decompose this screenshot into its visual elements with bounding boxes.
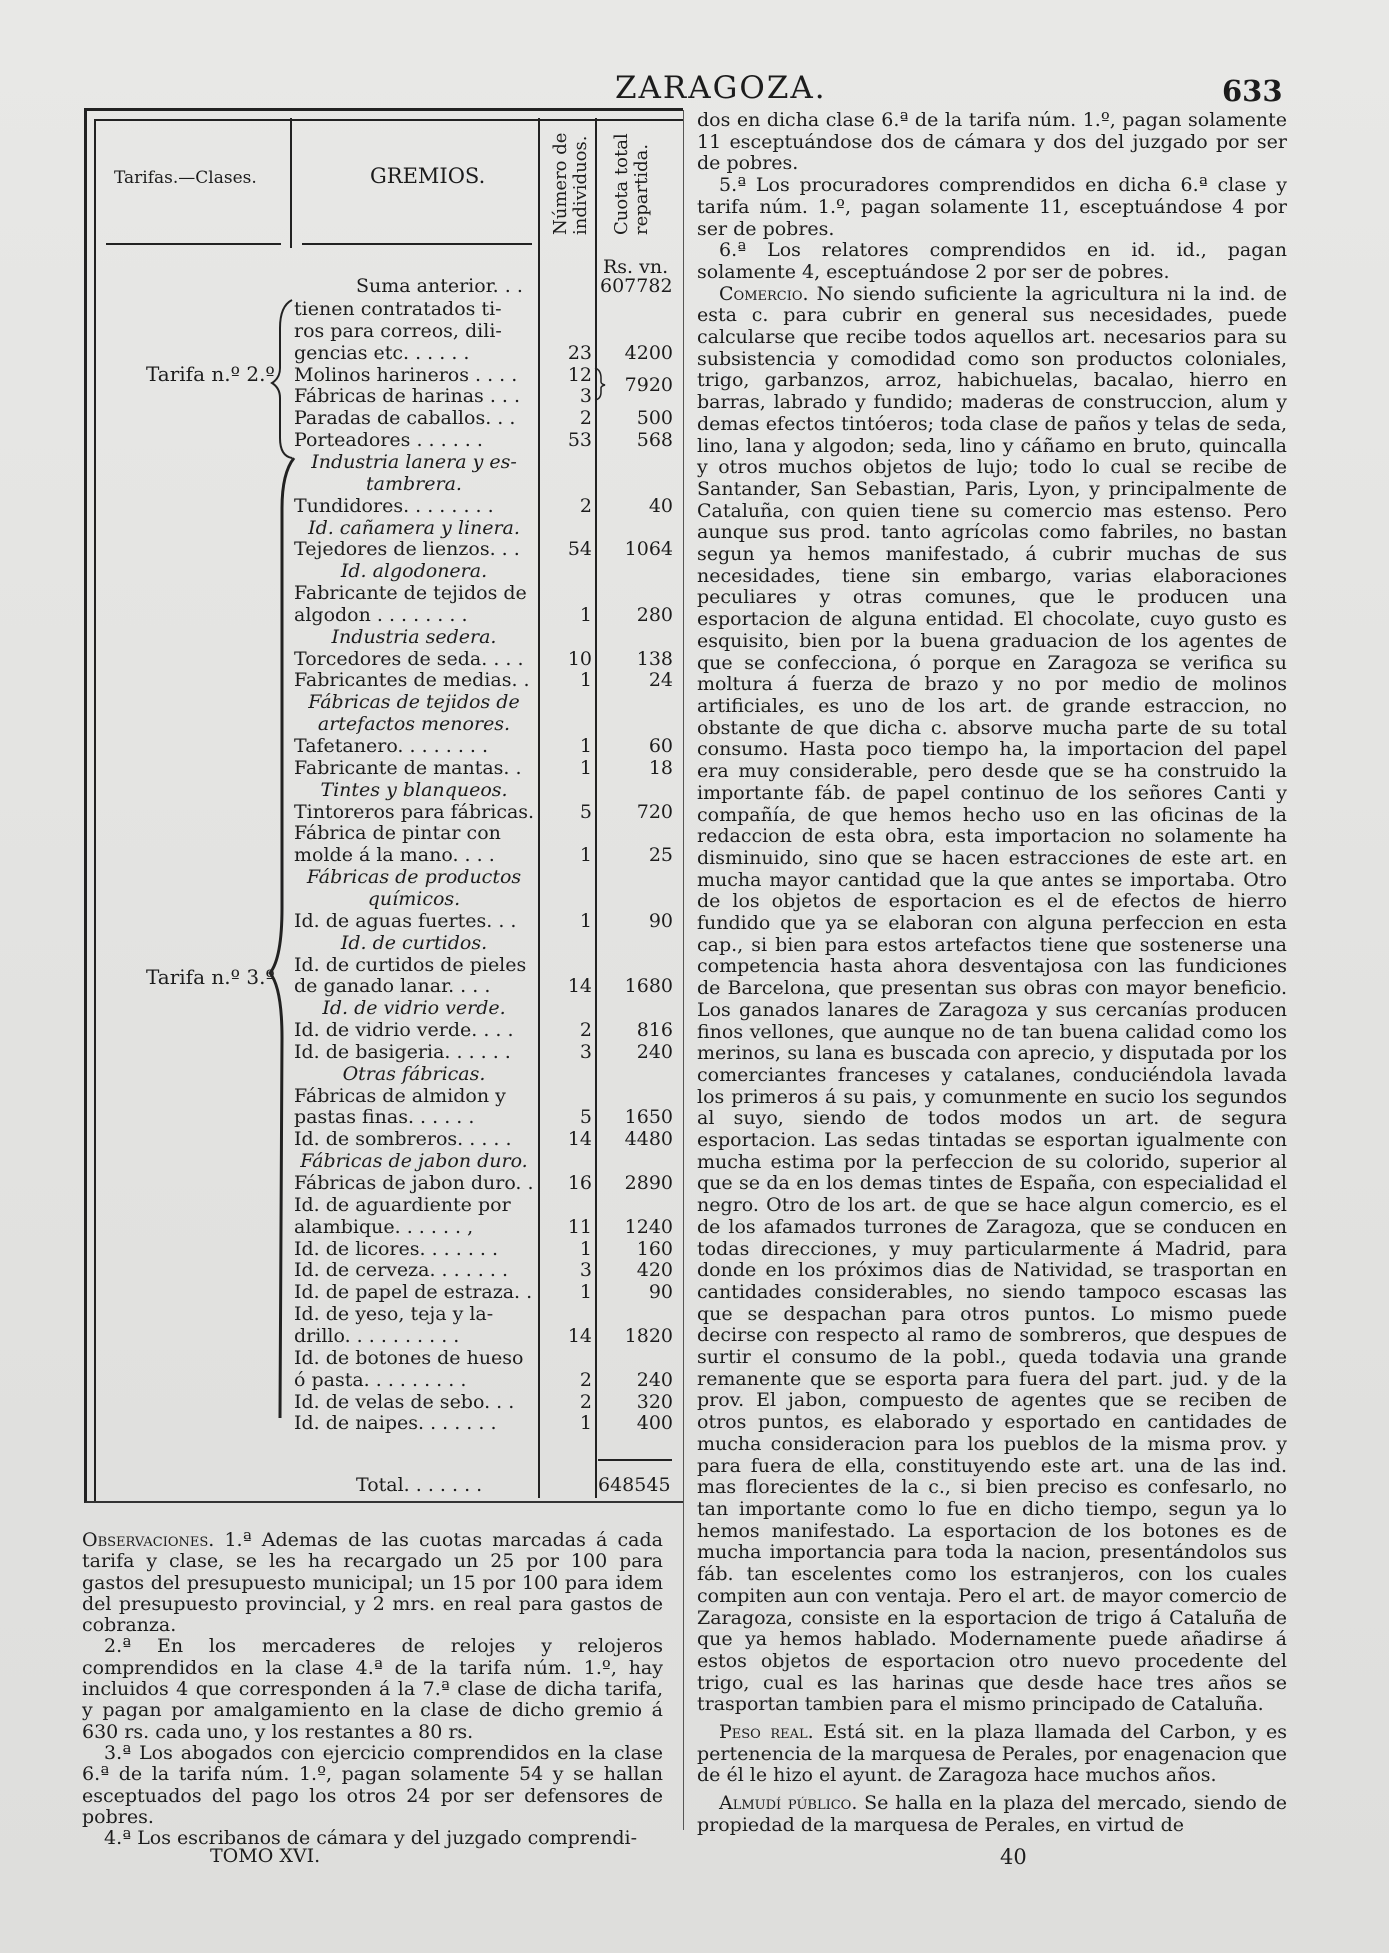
gremio-name: Fabricante de tejidos de (294, 582, 527, 605)
individuos-count: 1 (579, 909, 592, 932)
gremio-name: ó pasta. . . . . . . . . (294, 1368, 467, 1391)
gremio-name: Id. de yeso, teja y la- (294, 1303, 494, 1326)
table-rule (106, 243, 281, 245)
footer-signature: 40 (1000, 1845, 1027, 1869)
header-tarifas: Tarifas.—Clases. (114, 168, 257, 188)
cuota-value: 568 (636, 429, 673, 452)
gremio-name: Id. de botones de hueso (294, 1346, 524, 1369)
individuos-count: 1 (579, 1412, 592, 1435)
cuota-value: 24 (648, 669, 673, 692)
gremio-name: Id. de aguardiente por (294, 1193, 511, 1216)
cuota-value: 240 (636, 1368, 673, 1391)
cuota-value: 25 (648, 844, 673, 867)
suma-anterior-label: Suma anterior. . . (356, 275, 523, 297)
gremio-name: Porteadores . . . . . . (294, 429, 483, 452)
cuota-value: 90 (648, 909, 673, 932)
individuos-count: 2 (579, 1390, 592, 1413)
cuota-value: 1680 (624, 975, 673, 998)
individuos-count: 1 (579, 603, 592, 626)
gremio-name: Id. cañamera y linera. (308, 516, 520, 539)
individuos-count: 3 (579, 1040, 592, 1063)
gremio-name: Id. de papel de estraza. . (294, 1281, 533, 1304)
individuos-count: 2 (579, 1368, 592, 1391)
cuota-value: 60 (648, 735, 673, 757)
cuota-value: 1240 (624, 1215, 673, 1238)
gremio-name: Id. de vidrio verde. (322, 997, 506, 1020)
observaciones-heading: Observaciones. (82, 1529, 215, 1551)
gremio-name: tienen contratados ti- (294, 298, 502, 320)
cuota-value: 90 (648, 1281, 673, 1304)
total-rule (598, 1459, 672, 1461)
page-number: 633 (1222, 74, 1283, 108)
right-paragraph-1: dos en dicha clase 6.ª de la tarifa núm. 1.º, pagan solamente 11 esceptuándose dos de cámara y dos del juzgado por ser de pobres. (697, 109, 1287, 175)
cuota-value: 138 (636, 647, 673, 670)
gremio-name: alambique. . . . . . , (294, 1215, 474, 1238)
gremio-name: Id. de vidrio verde. . . . (294, 1019, 514, 1042)
obs-paragraph-1: 1.ª Ademas de las cuotas marcadas á cada tarifa y clase, se les ha recargado un 25 por 100 para gastos del presupuesto municipal; un 15 por 100 para idem del presupuesto provincial, y 2 mrs. en real para gastos de cobranza. (82, 1529, 663, 1637)
gremio-name: Id. de sombreros. . . . . (294, 1128, 512, 1151)
gremio-name: químicos. (367, 887, 461, 910)
individuos-count: 14 (567, 975, 592, 998)
cuota-value: 500 (636, 407, 673, 430)
individuos-count: 10 (567, 647, 592, 670)
right-paragraph-2: 5.ª Los procuradores comprendidos en dicha 6.ª clase y tarifa núm. 1.º, pagan solamente 11, esceptuándose 4 por ser de pobres. (697, 174, 1287, 240)
individuos-count: 1 (579, 669, 592, 692)
gremio-name: artefactos menores. (317, 713, 511, 736)
individuos-count: 1 (579, 735, 592, 757)
units-label: Rs. vn. (603, 256, 669, 278)
gremio-name: Id. de licores. . . . . . . (294, 1237, 499, 1260)
total-label: Total. . . . . . . (356, 1474, 483, 1496)
individuos-count: 2 (579, 1019, 592, 1042)
table-rule (302, 243, 532, 245)
gremio-name: gencias etc. . . . . . (294, 341, 470, 364)
cuota-value: 18 (648, 756, 673, 779)
gremio-name: Fabricante de mantas. . (294, 756, 522, 779)
gremio-name: Id. de curtidos de pieles (294, 953, 527, 976)
tarifa-3-label: Tarifa n.º 3.º (146, 965, 275, 989)
page-title: ZARAGOZA. (615, 70, 827, 106)
gremio-name: Fábricas de productos (306, 866, 522, 889)
gremio-name: molde á la mano. . . . (294, 844, 495, 867)
cuota-value: 816 (636, 1019, 673, 1042)
cuota-value: 400 (636, 1412, 673, 1435)
right-column (697, 110, 1287, 1837)
gremio-name: Tafetanero. . . . . . . . (294, 735, 489, 757)
cuota-value: 160 (636, 1237, 673, 1260)
gremio-name: Fábricas de harinas . . . (294, 385, 521, 408)
cuota-value: 7920 (624, 373, 673, 396)
gremio-name: Tintes y blanqueos. (320, 778, 508, 801)
gremio-name: Tintoreros para fábricas. (294, 800, 535, 823)
header-individuos: Número de individuos. (550, 132, 591, 235)
individuos-count: 3 (579, 1259, 592, 1282)
gremio-name: de ganado lanar. . . . (294, 975, 491, 998)
tarifa-2-label: Tarifa n.º 2.º (146, 362, 275, 386)
obs-paragraph-2: 2.ª En los mercaderes de relojes y relojeros comprendidos en la clase 4.ª de la tarifa núm. 1.º, hay incluidos 4 que corresponden á la 7.ª clase de dicha tarifa, y pagan por amalgamiento en la clase de dicho gremio á 630 rs. cada uno, y los restantes a 80 rs. (82, 1635, 663, 1743)
individuos-count: 14 (567, 1324, 592, 1347)
header-gremios: GREMIOS. (370, 164, 486, 188)
gremio-name: algodon . . . . . . . . (294, 603, 468, 626)
individuos-count: 12 (567, 363, 592, 386)
gremio-name: Fábricas de almidon y (294, 1084, 506, 1107)
individuos-count: 5 (579, 1106, 592, 1129)
gremio-name: ros para correos, dili- (294, 319, 502, 342)
cuota-value: 40 (648, 494, 673, 517)
gremio-name: Fábricas de tejidos de (308, 691, 520, 714)
gremio-name: Torcedores de seda. . . . (294, 647, 524, 670)
footer-tomo: TOMO XVI. (210, 1845, 321, 1867)
gremio-name: Id. de cerveza. . . . . . . (294, 1259, 508, 1282)
gremio-name: Otras fábricas. (342, 1062, 486, 1085)
gremio-name: Industria sedera. (331, 625, 497, 648)
individuos-count: 54 (567, 538, 592, 561)
individuos-count: 53 (567, 429, 592, 452)
cuota-value: 320 (636, 1390, 673, 1413)
gremio-name: drillo. . . . . . . . . . (294, 1324, 460, 1347)
column-rule (683, 110, 684, 1830)
almudi-heading: Almudí público. (719, 1792, 858, 1815)
individuos-count: 1 (579, 844, 592, 867)
individuos-count: 11 (567, 1215, 592, 1238)
cuota-value: 280 (636, 603, 673, 626)
obs-paragraph-3: 3.ª Los abogados con ejercicio comprendidos en la clase 6.ª de la tarifa núm. 1.º, pagan solamente 54 y se hallan esceptuados del pago los otros 24 por ser defensores de pobres. (82, 1741, 663, 1828)
comercio-text: No siendo suficiente la agricultura ni la ind. de esta c. para cubrir en general sus necesidades, puede calcularse que recibe todos aquellos art. necesarios para su subsistencia y comodidad como son productos coloniales, trigo, garbanzos, arroz, habichuelas, bacalao, hierro en barras, labrado y fundido; maderas de construccion, alum y demas efectos tintóeros; toda clase de paños y telas de seda, lino, lana y algodon; seda, lino y cáñamo en bruto, quincalla y otros muchos objetos de lujo; todo lo cual se recibe de Santander, San Sebastian, Paris, Lyon, y principalmente de Cataluña, con quien tiene su comercio mas estenso. Pero aunque sus prod. tanto agrícolas como fabriles, no bastan segun ya hemos manifestado, á cubrir muchas de sus necesidades, tiene sin embargo, varias elaboraciones peculiares y otras comunes, que le producen una esportacion de alguna entidad. El chocolate, cuyo gusto es esquisito, bien por la buena graduacion de los agentes de que se confecciona, ó porque en Zaragoza se verifica su moltura á fuerza de brazo y no por medio de molinos artificiales, es uno de los art. de grande estraccion, no obstante de que dicha c. absorve mucha parte de su total consumo. Hasta poco tiempo ha, la importacion del papel era muy considerable, pero desde que se ha construido la importante fáb. de papel continuo de los señores Canti y compañía, de que hemos hecho uso en las oficinas de la redaccion de esta obra, esta importacion no solamente ha disminuido, sino que se hacen estracciones de este art. en mucha mayor cantidad que la que antes se importaba. Otro de los objetos de esportacion es el de efectos de hierro fundido que ya se elaboran con alguna perfeccion en esta cap., si bien para estos artefactos tiene que sostenerse una competencia hasta ahora desventajosa con las fundiciones de Barcelona, que presentan sus obras con mayor beneficio. Los ganados lanares de Zaragoza y sus cercanías producen finos vellones, que aunque no de tan buena calidad como los merinos, su lana es buscada con aprecio, y disputada por los comerciantes franceses y catalanes, conduciéndola lavada los primeros á su pais, y comunmente en sucio los segundos al suyo, siendo de todos modos un art. de segura esportacion. Las sedas tintadas se esportan igualmente con mucha estima por la perfeccion de su colorido, superior al que se da en los demas tintes de España, con especialidad el negro. Otro de los art. de que se hace algun comercio, es el de los afamados turrones de Zaragoza, que se conducen en todas direcciones, y muy particularmente á Madrid, para donde en los próximos dias de Natividad, se trasportan en cantidades considerables, no siendo tampoco escasas las que se despachan para otros puntos. Lo mismo puede decirse con respecto al ramo de sombreros, que despues de surtir el consumo de la pobl., queda todavia una grande remanente que se esporta para fuera del part. jud. y de la prov. El jabon, compuesto de agentes que se reciben de otros puntos, es elaborado y esportado en cantidades de mucha consideracion para los pueblos de la misma prov. y para fuera de ella, constituyendo este art. una de las ind. mas florecientes de la c., si bien preciso es confesarlo, no tan importante como lo fue en dicho tiempo, segun ya lo hemos manifestado. La esportacion de los botones es de mucha importancia para toda la nacion, presentándolos sus fáb. tan escelentes como los estranjeros, con los cuales compiten aun con ventaja. Pero el art. de mayor comercio de Zaragoza, consiste en la esportacion de trigo á Cataluña de que ya hemos hablado. Modernamente puede añadirse á estos objetos de esportacion otro nuevo procedente del trigo, cual es las harinas que desde hace tres años se trasportan tambien para el mismo principado de Cataluña. (697, 282, 1287, 1716)
individuos-count: 23 (567, 341, 592, 364)
gremio-name: Id. de velas de sebo. . . (294, 1390, 515, 1413)
gremio-name: Molinos harineros . . . . (294, 363, 518, 386)
individuos-count: 1 (579, 1281, 592, 1304)
right-paragraph-3: 6.ª Los relatores comprendidos en id. id., pagan solamente 4, esceptuándose 2 por ser de pobres. (697, 239, 1287, 283)
cuota-value: 1820 (624, 1324, 673, 1347)
cuota-value: 720 (636, 800, 673, 823)
header-cuota: Cuota total repartida. (611, 133, 652, 235)
cuota-value: 1064 (624, 538, 673, 561)
total-value: 648545 (598, 1474, 671, 1496)
gremio-name: Id. algodonera. (340, 560, 488, 583)
gremio-name: Fábricas de jabon duro. (300, 1150, 528, 1173)
almudi-text: Se halla en la plaza del mercado, siendo de propiedad de la marquesa de Perales, en virtud de (697, 1792, 1287, 1836)
gremio-name: Id. de naipes. . . . . . . (294, 1412, 497, 1435)
cuota-value: 2890 (624, 1172, 673, 1194)
gremio-name: Fábricas de jabon duro. . (294, 1172, 534, 1194)
individuos-count: 5 (579, 800, 592, 823)
observaciones (82, 1530, 663, 1849)
gremio-name: Tejedores de lienzos. . . (294, 538, 520, 561)
gremio-name: Paradas de caballos. . . (294, 407, 516, 430)
individuos-count: 2 (579, 407, 592, 430)
individuos-count: 16 (567, 1172, 592, 1194)
gremio-name: Id. de aguas fuertes. . . (294, 909, 517, 932)
cuota-value: 420 (636, 1259, 673, 1282)
cuota-value: 1650 (624, 1106, 673, 1129)
cuota-value: 4200 (624, 341, 673, 364)
individuos-count: 3 (579, 385, 592, 408)
cuota-value: 240 (636, 1040, 673, 1063)
individuos-count: 14 (567, 1128, 592, 1151)
individuos-count: 1 (579, 1237, 592, 1260)
comercio-heading: Comercio. (719, 282, 809, 305)
table-rule (290, 118, 292, 248)
gremio-name: Tundidores. . . . . . . . (294, 494, 494, 517)
peso-real-heading: Peso real. (719, 1721, 814, 1744)
obs-paragraph-4: 4.ª Los escribanos de cámara y del juzgado comprendi- (104, 1827, 638, 1850)
gremio-name: pastas finas. . . . . . (294, 1106, 475, 1129)
gremio-name: Fabricantes de medias. . (294, 669, 530, 692)
gremio-name: tambrera. (366, 472, 462, 495)
peso-real-text: Está sit. en la plaza llamada del Carbon, y es pertenencia de la marquesa de Perales, por enagenacion que de él le hizo el ayunt. de Zaragoza hace muchos años. (697, 1721, 1288, 1787)
gremio-name: Industria lanera y es- (311, 450, 517, 473)
individuos-count: 1 (579, 756, 592, 779)
gremio-name: Fábrica de pintar con (294, 822, 501, 845)
suma-anterior-value: 607782 (600, 275, 673, 297)
cuota-value: 4480 (624, 1128, 673, 1151)
gremio-name: Id. de basigeria. . . . . . (294, 1040, 511, 1063)
individuos-count: 2 (579, 494, 592, 517)
gremio-name: Id. de curtidos. (340, 931, 488, 954)
